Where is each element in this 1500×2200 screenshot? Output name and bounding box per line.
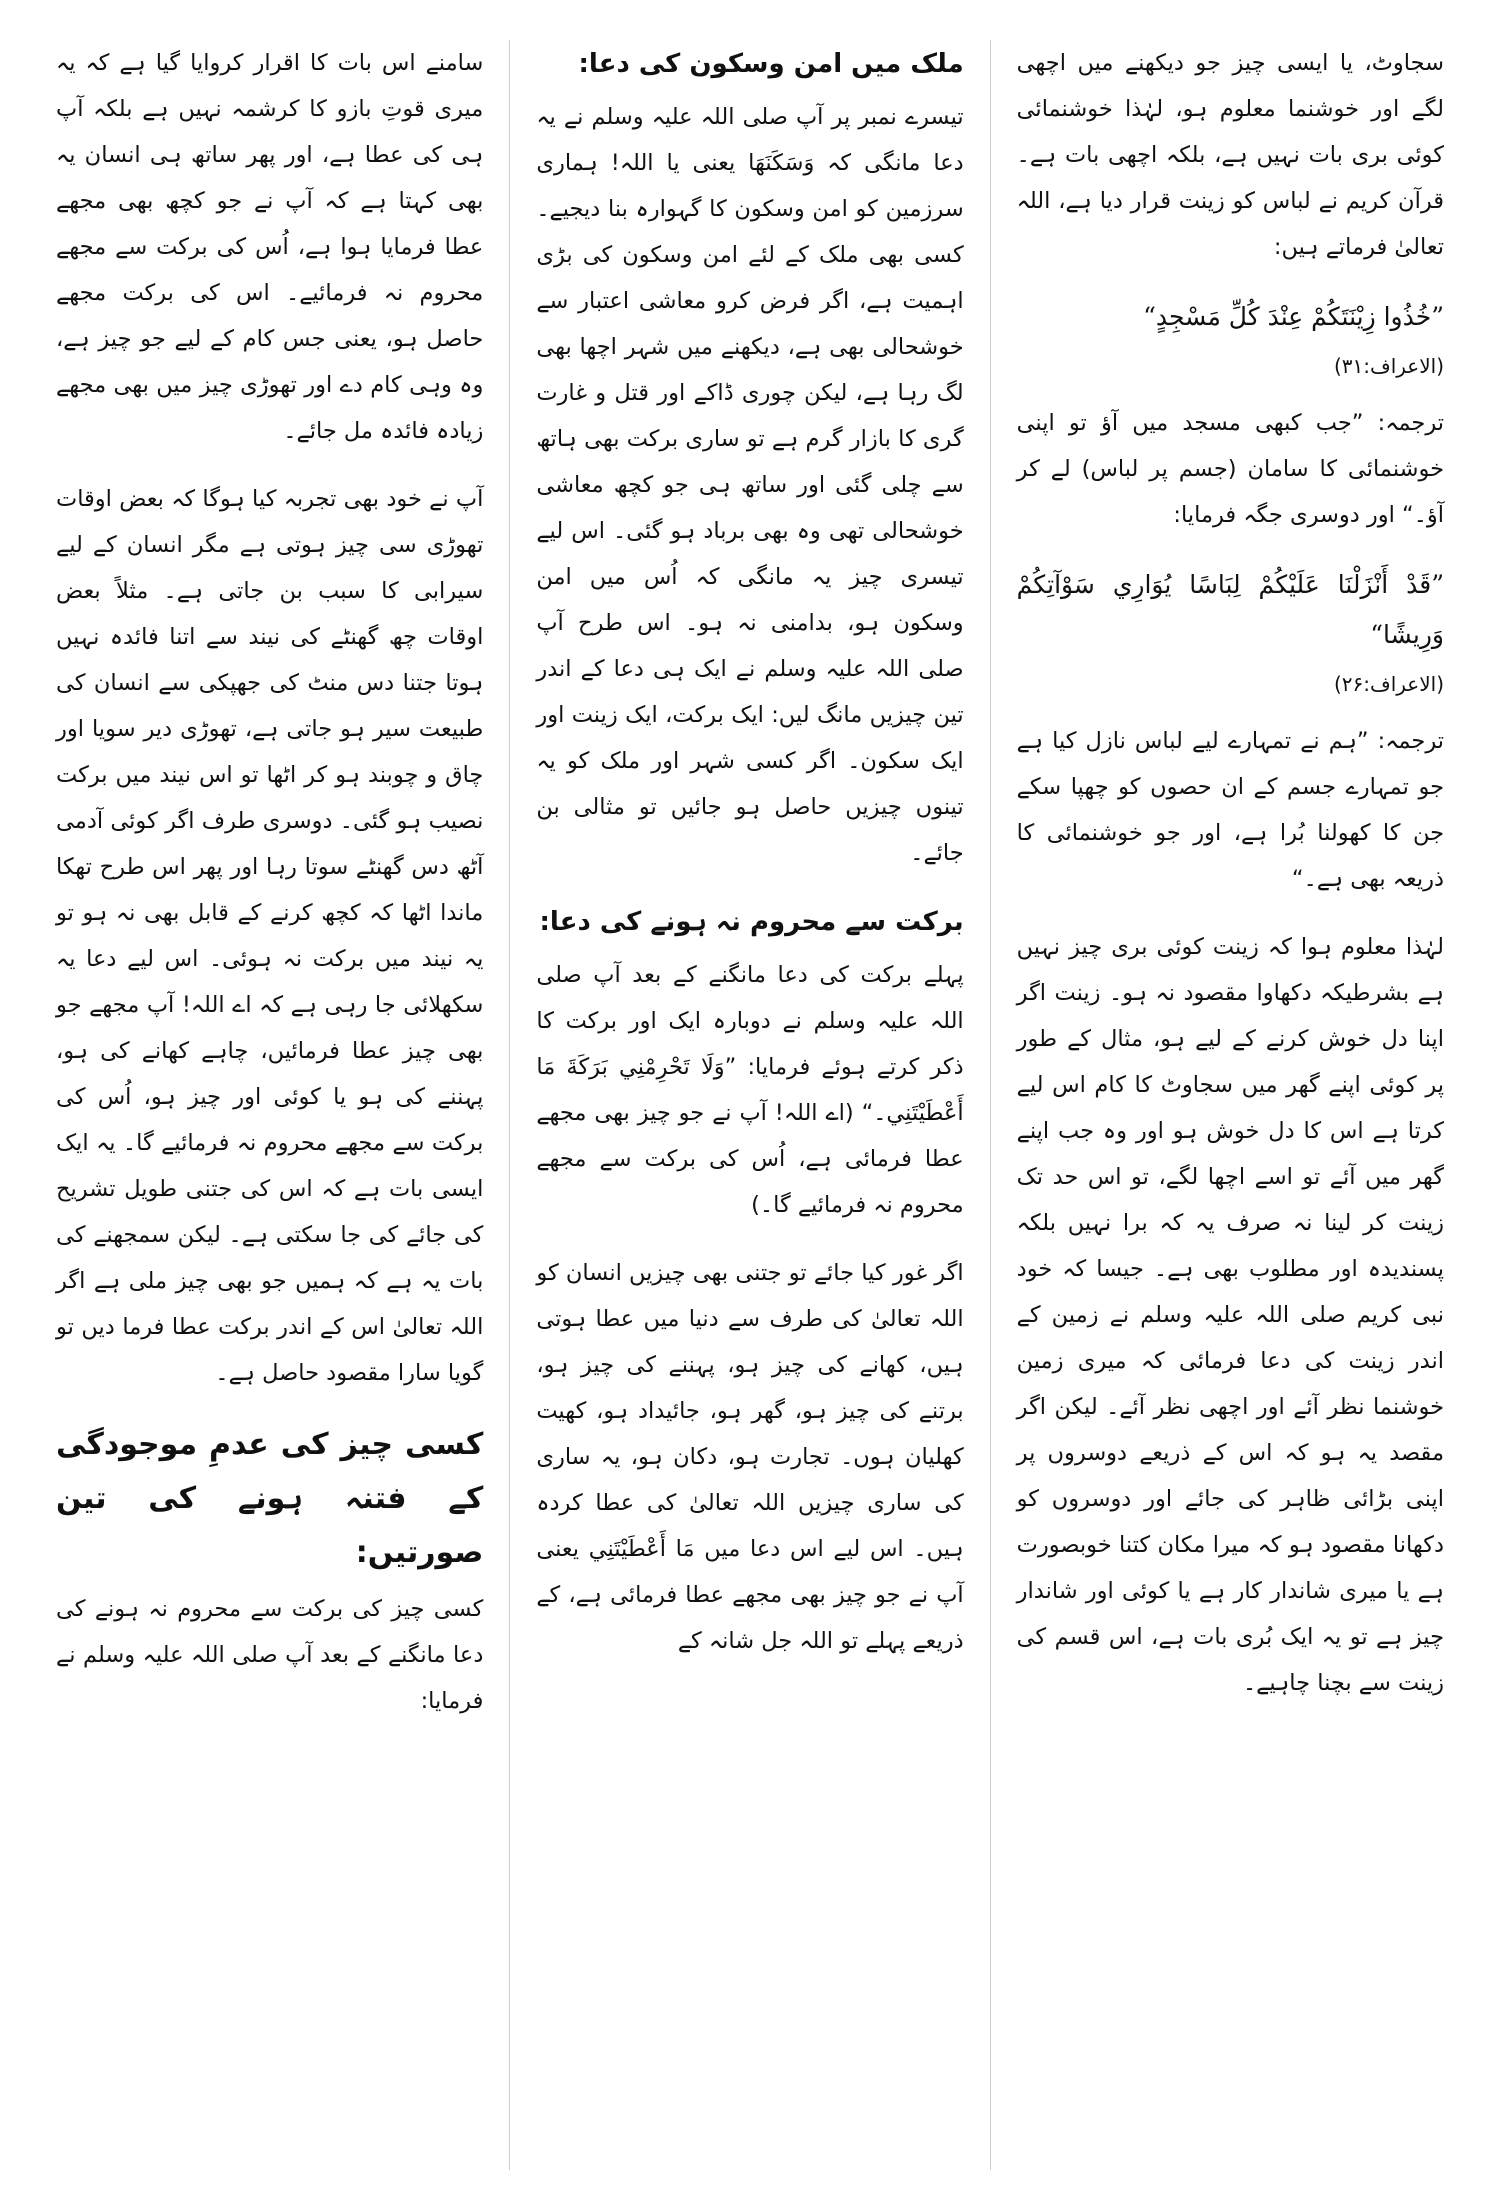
paragraph: آپ نے خود بھی تجربہ کیا ہوگا کہ بعض اوقات تھوڑی سی چیز ہوتی ہے مگر انسان کے لیے سیرابی کا سبب بن جاتی ہے۔ مثلاً بعض اوقات چھ گھنٹے کی نیند سے اتنا فائدہ نہیں ہوتا جتنا دس منٹ کی جھپکی سے انسان کی طبیعت سیر ہو جاتی ہے، تھوڑی دیر سویا اور چاق و چوبند ہو کر اٹھا تو اس نیند میں برکت نصیب ہو گئی۔ دوسری طرف اگر کوئی آدمی آٹھ دس گھنٹے سوتا رہا اور پھر اس طرح تھکا ماندا اٹھا کہ کچھ کرنے کے قابل بھی نہ ہو تو یہ نیند میں برکت نہ ہوئی۔ اس لیے دعا یہ سکھلائی جا رہی ہے کہ اے اللہ! آپ مجھے جو بھی چیز عطا فرمائیں، چاہے کھانے کی ہو، پہننے کی ہو یا کوئی اور چیز ہو، اُس کی برکت سے مجھے محروم نہ فرمائیے گا۔ یہ ایک ایسی بات ہے کہ اس کی جتنی طویل تشریح کی جائے کی جا سکتی ہے۔ لیکن سمجھنے کی بات یہ ہے کہ ہمیں جو بھی چیز ملی ہے اگر اللہ تعالیٰ اس کے اندر برکت عطا فرما دیں تو گویا سارا مقصود حاصل ہے۔ xyxy=(56,486,484,1386)
quran-verse: ”قَدْ أَنْزَلْنَا عَلَيْكُمْ لِبَاسًا يُوَارِي سَوْآتِكُمْ وَرِيشًا“ xyxy=(1016,570,1444,649)
section-heading: کسی چیز کی عدمِ موجودگی کے فتنہ ہونے کی تین صورتیں: xyxy=(56,1427,484,1570)
paragraph: پہلے برکت کی دعا مانگنے کے بعد آپ صلی اللہ علیہ وسلم نے دوبارہ ایک اور برکت کا ذکر کرتے ہوئے فرمایا: ”وَلَا تَحْرِمْنِي بَرَكَةَ مَا أَعْطَيْتَنِي۔“ (اے اللہ! آپ نے جو چیز بھی مجھے عطا فرمائی ہے، اُس کی برکت سے مجھے محروم نہ فرمائیے گا۔) xyxy=(536,962,964,1218)
quran-verse: ”خُذُوا زِيْنَتَكُمْ عِنْدَ كُلِّ مَسْجِدٍ“ xyxy=(1143,302,1444,331)
paragraph: سجاوٹ، یا ایسی چیز جو دیکھنے میں اچھی لگے اور خوشنما معلوم ہو، لہٰذا خوشنمائی کوئی بری بات نہیں ہے، بلکہ اچھی بات ہے۔ قرآن کریم نے لباس کو زینت قرار دیا ہے، اللہ تعالیٰ فرماتے ہیں: xyxy=(1016,50,1444,260)
verse-reference: (الاعراف:۲۶) xyxy=(1333,672,1444,696)
paragraph: لہٰذا معلوم ہوا کہ زینت کوئی بری چیز نہیں ہے بشرطیکہ دکھاوا مقصود نہ ہو۔ زینت اگر اپنا دل خوش کرنے کے لیے ہو، مثال کے طور پر کوئی اپنے گھر میں سجاوٹ کا کام اس لیے کرتا ہے اس کا دل خوش ہو اور وہ جب اپنے گھر میں آئے تو اسے اچھا لگے، تو اس حد تک زینت کر لینا نہ صرف یہ کہ برا نہیں بلکہ پسندیدہ اور مطلوب بھی ہے۔ جیسا کہ خود نبی کریم صلی اللہ علیہ وسلم نے زمین کے اندر زینت کی دعا فرمائی کہ میری زمین خوشنما نظر آئے اور اچھی نظر آئے۔ لیکن اگر مقصد یہ ہو کہ اس کے ذریعے دوسروں پر اپنی بڑائی ظاہر کی جائے اور دوسروں کو دکھانا مقصود ہو کہ میرا مکان کتنا خوبصورت ہے یا میری شاندار کار ہے یا کوئی اور شاندار چیز ہے تو یہ ایک بُری بات ہے، اس قسم کی زینت سے بچنا چاہیے۔ xyxy=(1016,934,1444,1696)
column-2 xyxy=(510,40,990,2170)
column-1 xyxy=(991,40,1470,2170)
paragraph: ترجمہ: ”جب کبھی مسجد میں آؤ تو اپنی خوشنمائی کا سامان (جسم پر لباس) لے کر آؤ۔“ اور دوسری جگہ فرمایا: xyxy=(1016,410,1444,528)
paragraph: اگر غور کیا جائے تو جتنی بھی چیزیں انسان کو اللہ تعالیٰ کی طرف سے دنیا میں عطا ہوتی ہیں، کھانے کی چیز ہو، پہننے کی چیز ہو، برتنے کی چیز ہو، گھر ہو، جائیداد ہو، کھیت کھلیان ہوں۔ تجارت ہو، دکان ہو، یہ ساری کی ساری چیزیں اللہ تعالیٰ کی عطا کردہ ہیں۔ اس لیے اس دعا میں مَا أَعْطَيْتَنِي یعنی آپ نے جو چیز بھی مجھے عطا فرمائی ہے، کے ذریعے پہلے تو اللہ جل شانہ کے xyxy=(536,1260,964,1654)
column-3 xyxy=(30,40,510,2170)
paragraph: سامنے اس بات کا اقرار کروایا گیا ہے کہ یہ میری قوتِ بازو کا کرشمہ نہیں ہے بلکہ آپ ہی کی عطا ہے، اور پھر ساتھ ہی انسان یہ بھی کہتا ہے کہ آپ نے جو کچھ بھی مجھے عطا فرمایا ہوا ہے، اُس کی برکت سے مجھے محروم نہ فرمائیے۔ اس کی برکت مجھے حاصل ہو، یعنی جس کام کے لیے جو چیز ہے، وہ وہی کام دے اور تھوڑی چیز میں بھی مجھے زیادہ فائدہ مل جائے۔ xyxy=(56,50,484,444)
verse-reference: (الاعراف:۳۱) xyxy=(1333,354,1444,378)
paragraph: کسی چیز کی برکت سے محروم نہ ہونے کی دعا مانگنے کے بعد آپ صلی اللہ علیہ وسلم نے فرمایا: xyxy=(56,1596,484,1714)
section-heading: برکت سے محروم نہ ہونے کی دعا: xyxy=(539,907,964,937)
section-heading: ملک میں امن وسکون کی دعا: xyxy=(578,49,964,79)
paragraph: تیسرے نمبر پر آپ صلی اللہ علیہ وسلم نے یہ دعا مانگی کہ وَسَكَنَهَا یعنی یا اللہ! ہماری سرزمین کو امن وسکون کا گہوارہ بنا دیجیے۔ کسی بھی ملک کے لئے امن وسکون کی بڑی اہمیت ہے، اگر فرض کرو معاشی اعتبار سے خوشحالی بھی ہے، دیکھنے میں شہر اچھا بھی لگ رہا ہے، لیکن چوری ڈاکے اور قتل و غارت گری کا بازار گرم ہے تو ساری برکت بھی ہاتھ سے چلی گئی اور ساتھ ہی جو کچھ معاشی خوشحالی تھی وہ بھی برباد ہو گئی۔ اس لیے تیسری چیز یہ مانگی کہ اُس میں امن وسکون ہو، بدامنی نہ ہو۔ اس طرح آپ صلی اللہ علیہ وسلم نے ایک ہی دعا کے اندر تین چیزیں مانگ لیں: ایک برکت، ایک زینت اور ایک سکون۔ اگر کسی شہر اور ملک کو یہ تینوں چیزیں حاصل ہو جائیں تو مثالی بن جائے۔ xyxy=(536,104,964,866)
paragraph: ترجمہ: ”ہم نے تمہارے لیے لباس نازل کیا ہے جو تمہارے جسم کے ان حصوں کو چھپا سکے جن کا کھولنا بُرا ہے، اور جو خوشنمائی کا ذریعہ بھی ہے۔“ xyxy=(1016,728,1444,892)
